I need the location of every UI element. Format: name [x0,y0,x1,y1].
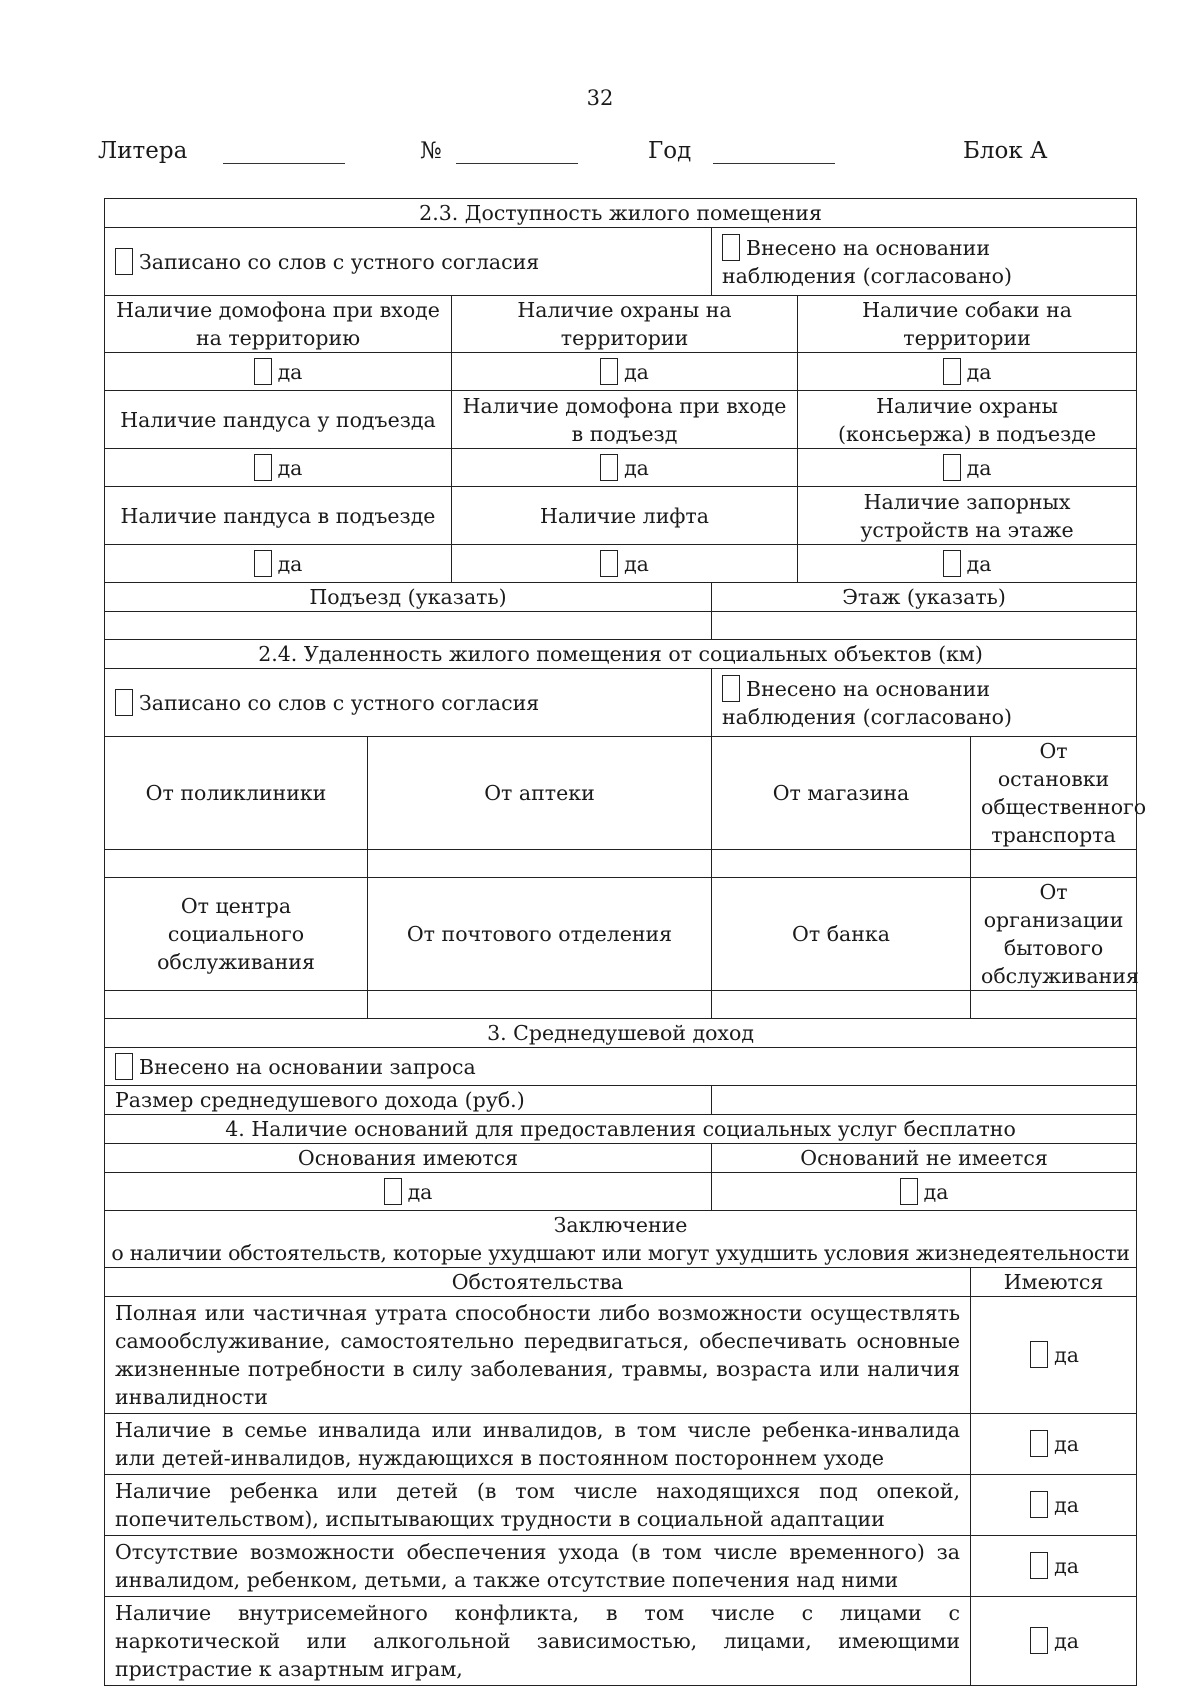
distance-item: От банка [712,878,971,991]
checkbox[interactable] [115,689,133,716]
request-option[interactable] [105,1048,1137,1086]
access-item: Наличие домофона при входе на территорию [105,296,452,353]
access-item: Наличие охраны на территории [452,296,798,353]
checkbox[interactable] [254,454,272,481]
s23-recorded-option[interactable] [105,228,712,296]
floor-input[interactable] [712,612,1137,640]
litera-label: Литера [98,138,188,164]
distance-input[interactable] [368,850,712,878]
yes-label: да [1054,1493,1079,1517]
distance-item: От магазина [712,737,971,850]
checkbox[interactable] [943,358,961,385]
checkbox[interactable] [943,454,961,481]
yes-option[interactable] [105,353,452,391]
block-label: Блок А [963,138,1048,164]
checkbox[interactable] [722,675,740,702]
circumstance-text: Наличие в семье инвалида или инвалидов, в том числе ребенка-инвалида или детей-инвалидов, нуждающихся в постоянном постороннем уходе [105,1414,971,1475]
checkbox[interactable] [1030,1491,1048,1518]
distance-item: От центра социального обслуживания [105,878,368,991]
distance-item: От поликлиники [105,737,368,850]
section-3-title: 3. Среднедушевой доход [105,1019,1137,1048]
yes-option[interactable] [971,1597,1137,1686]
checkbox[interactable] [115,248,133,275]
checkbox[interactable] [115,1053,133,1080]
distance-input[interactable] [105,850,368,878]
yes-label: да [277,359,303,384]
yes-label: да [1054,1343,1079,1367]
request-label: Внесено на основании запроса [139,1054,476,1079]
circumstance-text: Отсутствие возможности обеспечения ухода (в том числе временного) за инвалидом, ребенком, детьми, а также отсутствие попечения над ними [105,1536,971,1597]
section-2-4-title: 2.4. Удаленность жилого помещения от социальных объектов (км) [105,640,1137,669]
distance-item: От почтового отделения [368,878,712,991]
access-item: Наличие собаки на территории [798,296,1137,353]
s24-observed-option[interactable] [712,669,1137,737]
year-field[interactable] [648,138,835,164]
yes-option[interactable] [105,449,452,487]
page-number: 32 [586,86,614,110]
distance-input[interactable] [971,991,1137,1019]
distance-input[interactable] [105,991,368,1019]
yes-option[interactable] [971,1297,1137,1414]
checkbox[interactable] [254,550,272,577]
access-item: Наличие домофона при входе в подъезд [452,391,798,449]
access-item: Наличие запорных устройств на этаже [798,487,1137,545]
checkbox[interactable] [722,234,740,261]
section-2-3-title: 2.3. Доступность жилого помещения [105,199,1137,228]
distance-item: От остановки общественного транспорта [971,737,1137,850]
litera-field[interactable] [98,138,345,164]
yes-option[interactable] [798,353,1137,391]
s24-recorded-option[interactable] [105,669,712,737]
checkbox[interactable] [600,358,618,385]
circumstance-text: Наличие внутрисемейного конфликта, в том числе с лицами с наркотической или алкогольной зависимостью, лицами, имеющими пристрастие к азартным играм, [105,1597,971,1686]
entrance-label: Подъезд (указать) [105,583,712,612]
conclusion-title: Заключение [553,1213,688,1237]
s24-recorded-label: Записано со слов с устного согласия [139,690,540,715]
year-line [713,141,835,164]
grounds-not-have-label: Оснований не имеется [712,1144,1137,1173]
access-item: Наличие охраны (консьержа) в подъезде [798,391,1137,449]
yes-option[interactable] [712,1173,1137,1211]
distance-input[interactable] [971,850,1137,878]
yes-label: да [277,551,303,576]
section-4-title: 4. Наличие оснований для предоставления социальных услуг бесплатно [105,1115,1137,1144]
yes-option[interactable] [971,1414,1137,1475]
access-item: Наличие лифта [452,487,798,545]
grounds-have-label: Основания имеются [105,1144,712,1173]
distance-input[interactable] [368,991,712,1019]
yes-option[interactable] [452,545,798,583]
yes-label: да [624,359,649,384]
conclusion-subtitle: о наличии обстоятельств, которые ухудшают или могут ухудшить условия жизнедеятельности [111,1241,1130,1265]
yes-label: да [1054,1432,1079,1456]
yes-label: да [966,455,992,480]
yes-label: да [966,551,992,576]
number-label: № [420,138,442,164]
yes-label: да [624,455,649,480]
yes-option[interactable] [798,545,1137,583]
distance-item: От организации бытового обслуживания [971,878,1137,991]
checkbox[interactable] [600,454,618,481]
yes-label: да [407,1179,433,1204]
yes-label: да [923,1179,949,1204]
conclusion-heading [105,1211,1137,1268]
entrance-input[interactable] [105,612,712,640]
yes-label: да [966,359,992,384]
access-item: Наличие пандуса в подъезде [105,487,452,545]
assessment-form [104,198,1147,1686]
circumstance-text: Полная или частичная утрата способности либо возможности осуществлять самообслуживание, самостоятельно передвигаться, обеспечивать основные жизненные потребности в силу заболевания, травмы, возраста или наличия инвалидности [105,1297,971,1414]
s24-observed-label: Внесено на основании наблюдения (согласовано) [722,676,1013,729]
access-item: Наличие пандуса у подъезда [105,391,452,449]
circumstance-text: Наличие ребенка или детей (в том числе находящихся под опекой, попечительством), испытывающих трудности в социальной адаптации [105,1475,971,1536]
checkbox[interactable] [600,550,618,577]
yes-label: да [624,551,649,576]
checkbox[interactable] [384,1178,402,1205]
distance-input[interactable] [712,850,971,878]
checkbox[interactable] [254,358,272,385]
year-label: Год [648,138,692,164]
checkbox[interactable] [1030,1430,1048,1457]
income-label: Размер среднедушевого дохода (руб.) [105,1086,712,1115]
yes-label: да [277,455,303,480]
yes-option[interactable] [452,353,798,391]
yes-label: да [1054,1554,1079,1578]
checkbox[interactable] [1030,1341,1048,1368]
checkbox[interactable] [900,1178,918,1205]
s23-observed-label: Внесено на основании наблюдения (согласовано) [722,235,1013,288]
yes-label: да [1054,1629,1079,1653]
checkbox[interactable] [1030,1552,1048,1579]
distance-input[interactable] [712,991,971,1019]
yes-option[interactable] [452,449,798,487]
s23-observed-option[interactable] [712,228,1137,296]
litera-line [223,141,345,164]
yes-option[interactable] [798,449,1137,487]
distance-item: От аптеки [368,737,712,850]
s23-recorded-label: Записано со слов с устного согласия [139,249,540,274]
col-circumstances: Обстоятельства [105,1268,971,1297]
number-field[interactable] [420,138,578,164]
yes-option[interactable] [971,1536,1137,1597]
number-line [456,141,578,164]
yes-option[interactable] [105,1173,712,1211]
yes-option[interactable] [105,545,452,583]
income-input[interactable] [712,1086,1137,1115]
floor-label: Этаж (указать) [712,583,1137,612]
col-have: Имеются [971,1268,1137,1297]
checkbox[interactable] [943,550,961,577]
yes-option[interactable] [971,1475,1137,1536]
checkbox[interactable] [1030,1627,1048,1654]
